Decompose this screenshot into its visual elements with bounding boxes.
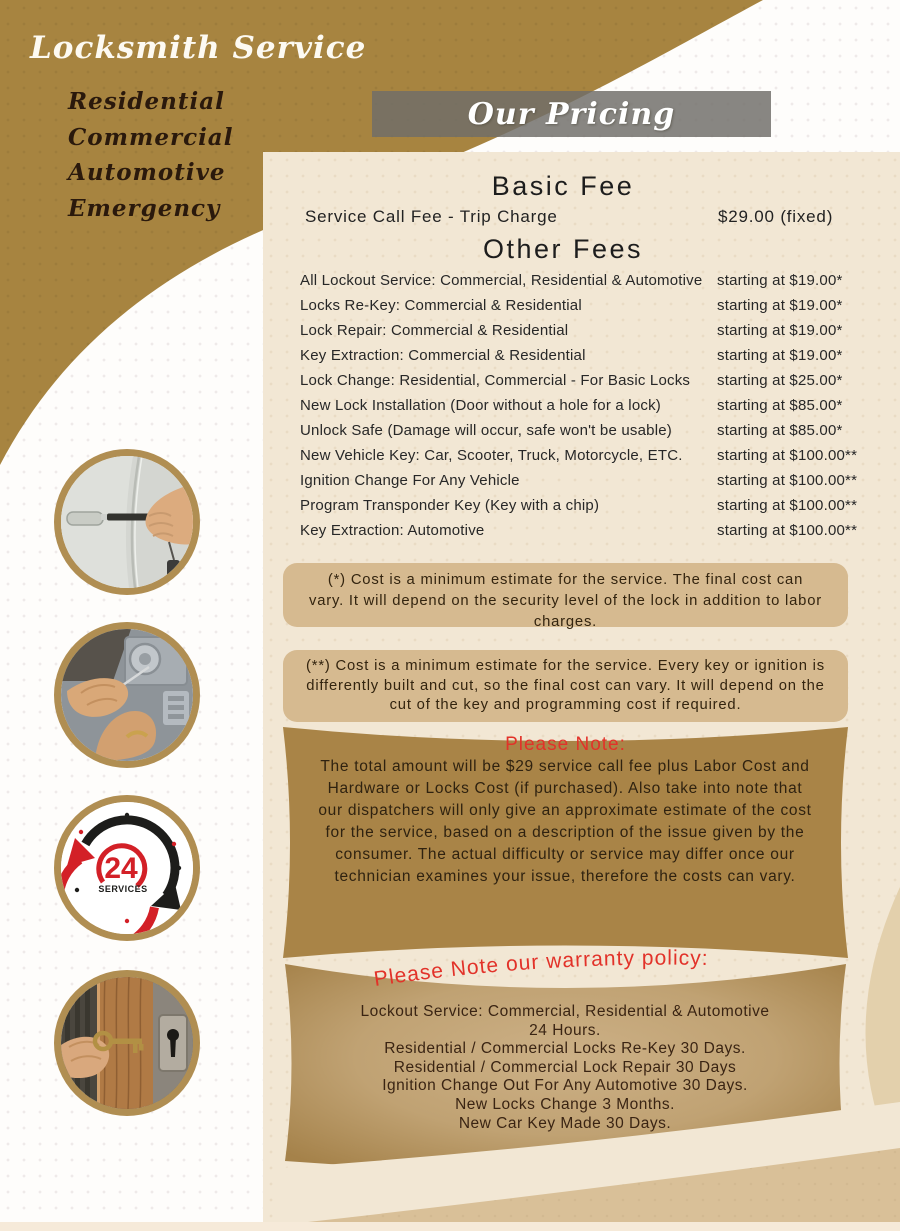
service-item-emergency: Emergency xyxy=(68,194,221,222)
fee-row xyxy=(263,368,900,393)
fee-label: Key Extraction: Commercial & Residential xyxy=(300,347,586,364)
door-key-illustration xyxy=(61,977,193,1109)
fee-label: Program Transponder Key (Key with a chip) xyxy=(300,497,600,514)
basic-fee-row xyxy=(263,207,900,227)
fee-price: starting at $85.00* xyxy=(717,422,843,439)
basic-fee-heading: Basic Fee xyxy=(491,171,635,201)
warranty-line: New Car Key Made 30 Days. xyxy=(458,1114,672,1132)
24-hour-services-badge xyxy=(54,795,200,941)
car-door-unlock-illustration xyxy=(61,456,193,588)
fee-label: All Lockout Service: Commercial, Residential & Automotive xyxy=(300,272,703,289)
fee-label: Ignition Change For Any Vehicle xyxy=(300,472,520,489)
fee-price: starting at $19.00* xyxy=(717,272,843,289)
fee-price: starting at $19.00* xyxy=(717,347,843,364)
warranty-title-arc xyxy=(363,942,793,997)
please-note-title: Please Note: xyxy=(505,734,626,755)
our-pricing-banner xyxy=(372,91,771,137)
fee-row xyxy=(263,343,900,368)
fee-row xyxy=(263,493,900,518)
fee-row xyxy=(263,518,900,543)
service-list xyxy=(68,84,233,226)
fee-row xyxy=(263,318,900,343)
24-services-badge-illustration xyxy=(61,802,193,934)
other-fees-heading: Other Fees xyxy=(482,234,644,264)
warranty-line: Lockout Service: Commercial, Residential & Automotive xyxy=(360,1003,770,1020)
double-star-disclaimer-box: (**) Cost is a minimum estimate for the service. Every key or ignition is differently built and cut, so the final cost can vary. It will depend on the cut of the key and programming cost if required. xyxy=(283,650,848,722)
fee-label: Unlock Safe (Damage will occur, safe won't be usable) xyxy=(300,422,672,439)
warranty-line: 24 Hours. xyxy=(529,1021,601,1039)
single-star-disclaimer-box: (*) Cost is a minimum estimate for the service. The final cost can vary. It will depend on the security level of the lock in addition to labor charges. xyxy=(283,563,848,627)
warranty-line: Ignition Change Out For Any Automotive 30 Days. xyxy=(382,1077,748,1095)
fee-row xyxy=(263,443,900,468)
fee-label: New Lock Installation (Door without a hole for a lock) xyxy=(300,397,661,414)
fee-price: starting at $100.00** xyxy=(717,472,858,489)
fee-row xyxy=(263,293,900,318)
fee-label: Lock Change: Residential, Commercial - For Basic Locks xyxy=(300,372,691,389)
warranty-line: Residential / Commercial Locks Re-Key 30 Days. xyxy=(384,1040,746,1058)
fee-price: starting at $19.00* xyxy=(717,322,843,339)
fee-price: starting at $25.00* xyxy=(717,372,843,389)
service-item-automotive: Automotive xyxy=(68,159,226,186)
fee-price: starting at $19.00* xyxy=(717,297,843,314)
fee-label: New Vehicle Key: Car, Scooter, Truck, Motorcycle, ETC. xyxy=(300,447,683,464)
warranty-line: New Locks Change 3 Months. xyxy=(455,1095,675,1113)
fee-label: Locks Re-Key: Commercial & Residential xyxy=(300,297,582,314)
service-item-commercial: Commercial xyxy=(68,123,234,151)
basic-fee-label: Service Call Fee - Trip Charge xyxy=(305,207,558,226)
fee-row xyxy=(263,418,900,443)
wooden-door-key-photo xyxy=(54,970,200,1116)
car-door-unlock-photo xyxy=(54,449,200,595)
bottom-strip xyxy=(0,1222,900,1231)
fee-row xyxy=(263,268,900,293)
fee-list xyxy=(263,268,900,543)
fee-price: starting at $85.00* xyxy=(717,397,843,414)
basic-fee-price: $29.00 (fixed) xyxy=(718,207,834,226)
fee-price: starting at $100.00** xyxy=(717,522,858,539)
warranty-body xyxy=(310,1003,820,1133)
fee-price: starting at $100.00** xyxy=(717,447,858,464)
brand-title: Locksmith Service xyxy=(30,30,367,66)
warranty-line: Residential / Commercial Lock Repair 30 Days xyxy=(393,1058,737,1076)
fee-row xyxy=(263,393,900,418)
safe-lock-picking-photo xyxy=(54,622,200,768)
badge-24-text: 24 xyxy=(104,852,138,885)
service-item-residential: Residential xyxy=(68,88,225,115)
svg-text:Please Note our warranty polic xyxy=(372,947,708,991)
fee-price: starting at $100.00** xyxy=(717,497,858,514)
warranty-title-text: Please Note our warranty policy: xyxy=(372,946,709,991)
fee-label: Lock Repair: Commercial & Residential xyxy=(300,322,569,339)
fee-label: Key Extraction: Automotive xyxy=(300,522,485,539)
please-note-body: The total amount will be $29 service call fee plus Labor Cost and Hardware or Locks Cost (if purchased). Also take into note that our dispatchers will only give an approximate estimate of the cost for the service, based on a description of the issue given by the consumer. The actual difficulty or service may differ once our technician examines your issue, therefore the costs can vary. xyxy=(318,758,812,885)
safe-lock-picking-illustration xyxy=(61,629,193,761)
badge-services-text: SERVICES xyxy=(98,884,148,894)
our-pricing-title: Our Pricing xyxy=(467,96,676,132)
pricing-panel xyxy=(263,152,900,1222)
fee-row xyxy=(263,468,900,493)
